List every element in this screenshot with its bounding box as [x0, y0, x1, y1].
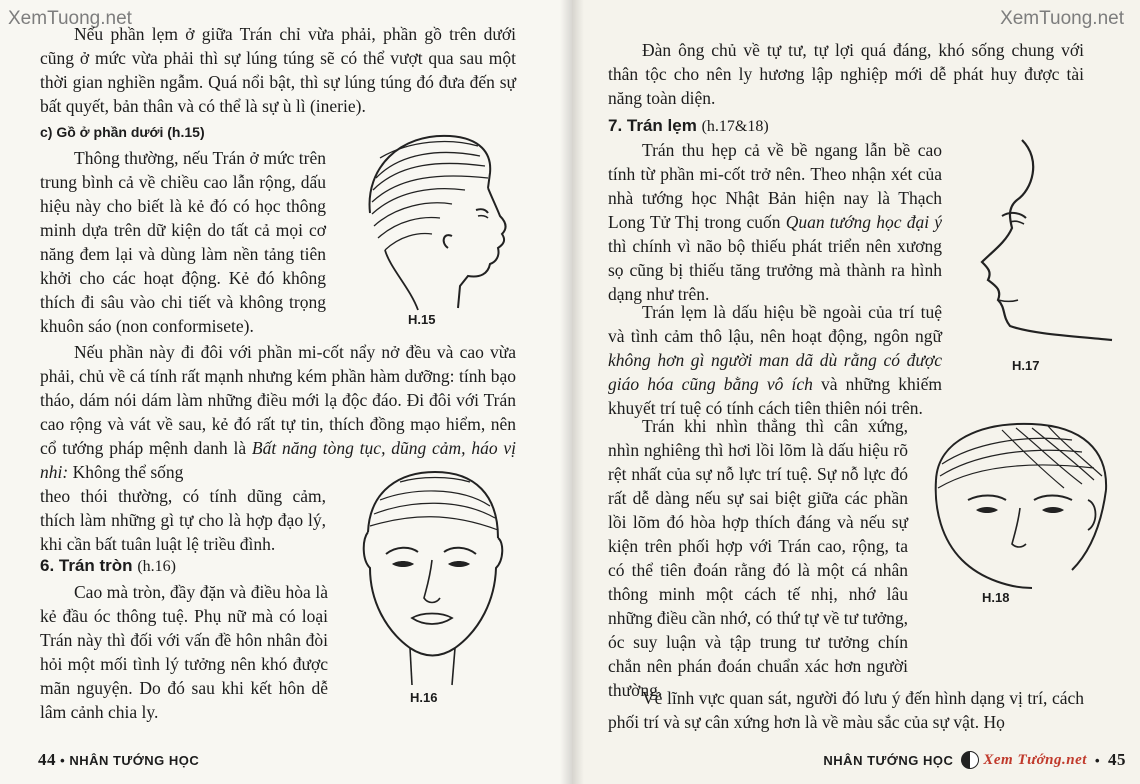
heading-7: 7. Trán lẹm (h.17&18)	[608, 116, 769, 135]
right-para-7d: Về lĩnh vực quan sát, người đó lưu ý đến hình dạng vị trí, cách phối trí và sự cân xứng hơn là về màu sắc của sự vật. Họ	[608, 688, 1084, 732]
footer-left: 44 • NHÂN TƯỚNG HỌC	[38, 750, 200, 769]
left-para-2-italic: Bất năng tòng tục, dũng cảm, háo vị nhi:	[40, 438, 517, 482]
left-para-c: Thông thường, nếu Trán ở mức trên trung bình cả về chiều cao lẫn rộng, dấu hiệu này cho biết là kẻ đó có học thông minh dựa trên dữ kiện do tất cả mọi cơ năng đem lại và dùng làm nền tảng tiên khởi cho các hoạt động. Kẻ đó không thích đi sâu vào chi tiết và không trọng khuôn sáo (non conformisete).	[40, 148, 326, 336]
left-para-2: Nếu phần này đi đôi với phần mi-cốt nẩy nở đều và cao vừa phải, chủ về cá tính rất mạnh nhưng kém phần hàm dưỡng: tính bạo tháo, dám nói dám làm những điều mới lạ độc đáo. Đi đôi với Trán cao rộng và vát về sau, kẻ đó rất tự tin, thích đồng mạo hiểm, nên cổ tướng pháp mệnh danh là Bất năng tòng tục, dũng cảm, háo vị nhi: Không thể sống	[40, 342, 517, 482]
head-profile-h15	[340, 118, 520, 318]
left-para-1: Nếu phần lẹm ở giữa Trán chỉ vừa phải, phần gồ trên dưới cũng ở mức vừa phải thì sự lúng túng sẽ có thể vượt qua sau một thời gian nghiền ngẫm. Quá nổi bật, thì sự lúng túng đó đưa đến sự bất quyết, bản thân và có thể là sự ù lì (inerie).	[40, 24, 516, 116]
figure-h15	[340, 118, 520, 318]
caption-h15: H.15	[408, 312, 436, 327]
page-number-44: 44	[38, 750, 56, 769]
right-para-7b: Trán lẹm là dấu hiệu bề ngoài của trí tuệ và tình cảm thô lậu, nên hoạt động, ngôn ngữ không hơn gì người man dã dù rằng có được giáo hóa cũng bằng vô ích và những khiếm khuyết trí tuệ có tính cách tiên thiên nói trên.	[608, 302, 943, 418]
figure-h18	[922, 420, 1122, 590]
site-logo-text: Xem Tướng.net	[983, 751, 1087, 768]
left-para-6: Cao mà tròn, đầy đặn và điều hòa là kẻ đầu óc thông tuệ. Phụ nữ mà có loại Trán này thì đối với vấn đề hôn nhân đòi hỏi một mối tình lý tưởng nên khó được mãn nguyện. Do đó sau khi kết hôn dễ lâm cảnh chia ly.	[40, 582, 328, 722]
watermark-right: XemTuong.net	[1000, 8, 1124, 29]
right-para-7a: Trán thu hẹp cả về bề ngang lẫn bề cao tính từ phần mi-cốt trở nên. Theo nhận xét của nhà tướng học Nhật Bản hiện nay là Thạch Long Tử Thị trong cuốn Quan tướng học đại ý thì chính vì não bộ thiếu phát triển nên xương sọ cũng bị thiếu tăng trưởng mà thành ra hình dạng như trên.	[608, 140, 943, 304]
right-page	[572, 0, 1140, 784]
heading-c: c) Gồ ở phần dưới (h.15)	[40, 124, 205, 140]
caption-h17: H.17	[1012, 358, 1040, 373]
right-para-7c: Trán khi nhìn thẳng thì cân xứng, nhìn nghiêng thì hơi lồi lõm là dấu hiệu rõ rệt nhất của sự nỗ lực trí tuệ. Sự nỗ lực đó rất dễ dàng nếu sự sai biệt giữa các phần lồi lõm đó hòa hợp thích đáng và nếu sự kiện trên phối hợp với Trán cao, rộng, ta có thể tiên đoán rằng đó là một cá nhân thông minh một cách tế nhị, nhớ lâu những điều cần nhớ, có thứ tự về tư tưởng, óc suy luận và tập trung tư tưởng chín chắn nên phán đoán chuẩn xác hơn người thường.	[608, 416, 908, 700]
face-front-h18	[922, 420, 1122, 590]
footer-title-right: NHÂN TƯỚNG HỌC	[823, 752, 954, 768]
page-number-45: 45	[1108, 750, 1126, 769]
right-para-7b-italic: không hơn gì người man dã dù rằng có được giáo hóa cũng bằng vô ích	[608, 350, 942, 394]
heading-6: 6. Trán tròn (h.16)	[40, 556, 176, 575]
footer-title-left: NHÂN TƯỚNG HỌC	[69, 753, 200, 768]
caption-h16: H.16	[410, 690, 438, 705]
yin-yang-icon	[961, 751, 979, 769]
caption-h18: H.18	[982, 590, 1010, 605]
footer-right: NHÂN TƯỚNG HỌC Xem Tướng.net • 45	[823, 750, 1126, 769]
left-para-3: theo thói thường, có tính dũng cảm, thích làm những gì tự cho là hợp đạo lý, khi cần bất tuân luật lệ triều đình.	[40, 486, 326, 554]
face-front-h16	[340, 460, 520, 690]
figure-h16	[340, 460, 520, 690]
right-para-1: Đàn ông chủ về tự tư, tự lợi quá đáng, khó sống chung với thân tộc cho nên ly hương lập nghiệp mới dễ phát huy được tài năng toàn diện.	[608, 40, 1084, 108]
book-gutter	[560, 0, 584, 784]
figure-h17	[962, 130, 1132, 360]
site-logo[interactable]	[961, 751, 1087, 769]
watermark-left: XemTuong.net	[8, 8, 132, 29]
profile-outline-h17	[962, 130, 1132, 360]
book-title: Quan tướng học đại ý	[785, 212, 943, 232]
